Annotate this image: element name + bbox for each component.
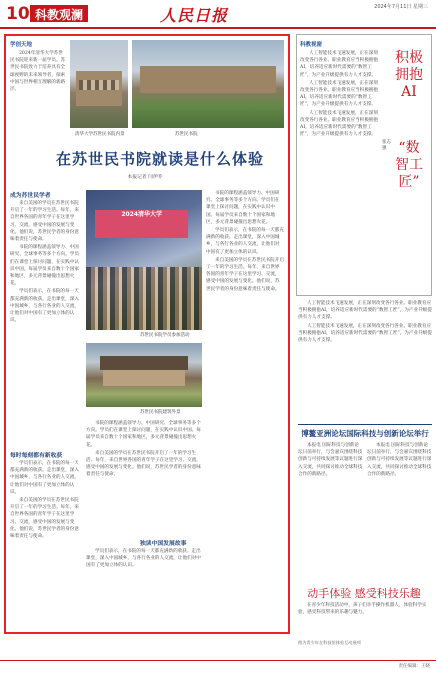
caption-banner: 苏世民书院学员参加活动 <box>140 333 190 338</box>
photo-campus-lawn <box>132 40 284 128</box>
photo-students-banner <box>86 190 202 330</box>
section-name: 科教观澜 <box>30 5 88 22</box>
caption-building: 清华大学苏世民书院内景 <box>75 132 125 137</box>
footer-rule <box>0 660 436 661</box>
sidebar-body: 人工智能技术飞速发展，正在深刻改变各行各业。职业教育应当积极拥抱AI，培养适应新时代需要的“数智工匠”，为产业升级提供有力人才支撑。 人工智能技术飞速发展，正在深刻改变各行各业。职业教育应当积极拥抱AI，培养适应新时代需要的“数智工匠”，为产业升级提供有力人才支撑。 人工智能技术飞速发展，正在深刻改变各行各业。职业教育应当积极拥抱AI，培养适应新时代需要的“数智工匠”，为产业升级提供有力人才支撑。 <box>300 51 379 138</box>
main-intro: 2024年清华大学苏世民书院迎来新一届学员。苏世民书院致力于培养具有全球视野的未来领导者，探索中国与世界相互理解的新路径。 <box>10 51 66 93</box>
main-body-col-2b: 学员们表示，在书院的每一天都充满新的收获。走出课堂，深入中国城乡，与各行各业的人交流，让他们对中国有了更加立体的认识。 <box>86 549 201 569</box>
header-rule <box>0 27 436 29</box>
photo-building <box>70 40 128 128</box>
bottom-body: 在青少年科技活动中，孩子们亲手操作机器人，体验科学实验，感受科技带来的乐趣与魅力。 <box>298 603 427 616</box>
footer-tag: 责任编辑：王晓 <box>398 664 430 669</box>
forum-body-col-2: 本报电 国际科技与创新论坛日前举行，与会嘉宾围绕科技创新与可持续发展等议题进行深入交流，共同探讨推动全球科技合作的新路径。 <box>367 443 432 477</box>
main-kicker: 学创天地 <box>10 42 33 48</box>
forum-headline: 博鳌亚洲论坛国际科技与创新论坛举行 <box>301 429 429 438</box>
subhead-2: 每时每刻都有新收获 <box>10 453 63 459</box>
sidebar-author: 张志强 <box>382 140 391 151</box>
page-number: 10 <box>6 4 30 24</box>
photo-dorm <box>86 343 202 407</box>
sidebar-title-2: “数智工匠” <box>395 140 423 190</box>
main-headline: 在苏世民书院就读是什么体验 <box>55 150 264 168</box>
masthead <box>0 0 436 30</box>
main-body-col-2: 书院的课程涵盖领导力、中国研究、全球事务等多个方向。学员们在课堂上探讨问题，在实践中认识中国。每届学员来自数十个国家和地区，多元背景碰撞出思想火花。 来自美国的学员在苏世民书院开启了一年的学习生活。每年，来自世界各国的青年学子在这里学习、交流，感受中国的发展与变化。他们说，苏世民学者的身份意味着责任与使命。 <box>86 421 201 478</box>
caption-dorm: 苏世民书院建筑外景 <box>140 410 181 415</box>
bottom-headline: 动手体验 感受科技乐趣 <box>307 587 421 600</box>
sidebar-title-1: 积极拥抱AI <box>395 50 423 100</box>
main-body-col-1b: 学员们表示，在书院的每一天都充满新的收获。走出课堂，深入中国城乡，与各行各业的人交流，让他们对中国有了更加立体的认识。 来自美国的学员在苏世民书院开启了一年的学习生活。每年，来自世界各国的青年学子在这里学习、交流，感受中国的发展与变化。他们说，苏世民学者的身份意味着责任与使命。 <box>10 461 79 540</box>
main-body-col-3: 书院的课程涵盖领导力、中国研究、全球事务等多个方向。学员们在课堂上探讨问题，在实践中认识中国。每届学员来自数十个国家和地区，多元背景碰撞出思想火花。 学员们表示，在书院的每一天都充满新的收获。走出课堂，深入中国城乡，与各行各业的人交流，让他们对中国有了更加立体的认识。 来自美国的学员在苏世民书院开启了一年的学习生活。每年，来自世界各国的青年学子在这里学习、交流，感受中国的发展与变化。他们说，苏世民学者的身份意味着责任与使命。 <box>206 191 284 292</box>
subhead-1: 成为苏世民学者 <box>10 193 51 199</box>
forum-body-col-1: 本报电 国际科技与创新论坛日前举行，与会嘉宾围绕科技创新与可持续发展等议题进行深入交流，共同探讨推动全球科技合作的新路径。 <box>298 443 363 477</box>
sidebar-lower-body: 人工智能技术飞速发展，正在深刻改变各行各业。职业教育应当积极拥抱AI，培养适应新时代需要的“数智工匠”，为产业升级提供有力人才支撑。 人工智能技术飞速发展，正在深刻改变各行各业。职业教育应当积极拥抱AI，培养适应新时代需要的“数智工匠”，为产业升级提供有力人才支撑。 <box>298 301 432 344</box>
newspaper-logo: 人民日报 <box>160 6 229 25</box>
main-body-col-1: 来自美国的学员在苏世民书院开启了一年的学习生活。每年，来自世界各国的青年学子在这里学习、交流，感受中国的发展与变化。他们说，苏世民学者的身份意味着责任与使命。 书院的课程涵盖领导力、中国研究、全球事务等多个方向。学员们在课堂上探讨问题，在实践中认识中国。每届学员来自数十个国家和地区，多元背景碰撞出思想火花。 学员们表示，在书院的每一天都充满新的收获。走出课堂，深入中国城乡，与各行各业的人交流，让他们对中国有了更加立体的认识。 <box>10 201 79 324</box>
subhead-3: 独读中国发展故事 <box>140 541 187 547</box>
banner-text: 2024清华大学 <box>95 210 188 238</box>
main-byline: 本报记者 闫伊乔 <box>127 175 163 180</box>
footer-note: 图为青少年在科技馆体验互动展项 <box>298 640 361 645</box>
sidebar-kicker: 科教视窗 <box>300 42 323 48</box>
caption-campus: 苏世民书院 <box>175 132 198 137</box>
forum-rule <box>298 424 432 425</box>
issue-date: 2024年7月11日 星期三 <box>374 4 428 10</box>
